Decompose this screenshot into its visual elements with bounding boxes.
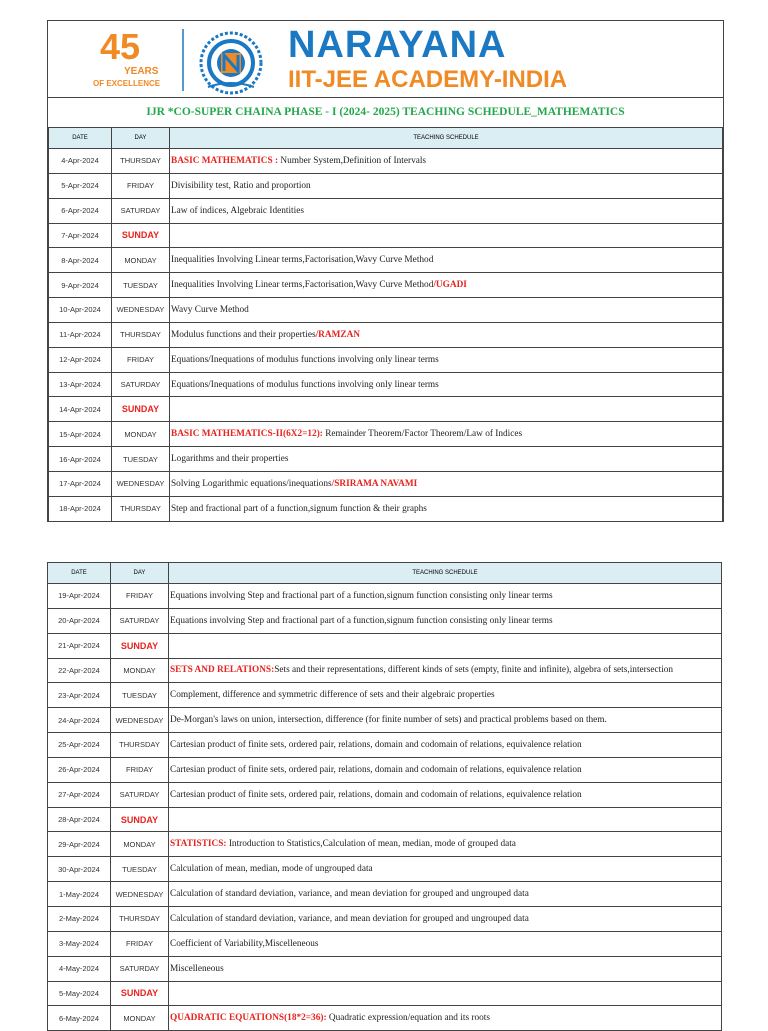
date-cell: 18-Apr-2024 <box>49 496 112 521</box>
day-cell: WEDNESDAY <box>112 298 170 323</box>
topic-text: Modulus functions and their properties <box>171 329 316 340</box>
schedule-cell <box>170 223 723 248</box>
schedule-cell <box>170 173 723 198</box>
topic-highlight: SETS AND RELATIONS: <box>170 665 275 676</box>
schedule-table <box>47 562 722 1031</box>
date-header: DATE <box>48 563 111 584</box>
topic-highlight: /SRIRAMA NAVAMI <box>331 478 418 489</box>
topic-text: Quadratic expression/equation and its roots <box>328 1013 490 1024</box>
topic-text: Miscelleneous <box>170 963 224 974</box>
topic-text: Cartesian product of finite sets, ordered pair, relations, domain and codomain of relations, equivalence relation <box>170 739 582 750</box>
date-cell: 2-May-2024 <box>48 906 111 931</box>
table-row <box>49 471 723 496</box>
schedule-cell <box>170 372 723 397</box>
schedule-cell <box>170 273 723 298</box>
topic-text: Divisibility test, Ratio and proportion <box>171 180 311 191</box>
schedule-cell <box>169 981 722 1006</box>
schedule-cell <box>169 931 722 956</box>
table-row <box>49 273 723 298</box>
topic-text: Remainder Theorem/Factor Theorem/Law of Indices <box>325 429 523 440</box>
date-cell: 21-Apr-2024 <box>48 633 111 658</box>
topic-text: Equations involving Step and fractional part of a function,signum function consisting only linear terms <box>170 590 553 601</box>
schedule-cell <box>170 447 723 472</box>
table-row <box>49 149 723 174</box>
topic-highlight: /RAMZAN <box>315 329 361 340</box>
table-row <box>49 347 723 372</box>
schedule-cell <box>170 422 723 447</box>
topic-text: Equations involving Step and fractional part of a function,signum function consisting only linear terms <box>170 615 553 626</box>
table-row <box>48 584 722 609</box>
table-row <box>48 981 722 1006</box>
schedule-table <box>48 128 723 522</box>
date-cell: 28-Apr-2024 <box>48 807 111 832</box>
table-row <box>49 322 723 347</box>
day-cell: MONDAY <box>111 832 169 857</box>
schedule-cell <box>169 832 722 857</box>
table-row <box>48 882 722 907</box>
schedule-header: TEACHING SCHEDULE <box>170 128 723 149</box>
topic-text: Calculation of mean, median, mode of ungrouped data <box>170 864 373 875</box>
schedule-cell <box>169 757 722 782</box>
date-cell: 22-Apr-2024 <box>48 658 111 683</box>
topic-text: Cartesian product of finite sets, ordered pair, relations, domain and codomain of relations, equivalence relation <box>170 764 582 775</box>
table-row <box>49 223 723 248</box>
table-row <box>48 906 722 931</box>
topic-text: Wavy Curve Method <box>171 304 249 315</box>
schedule-cell <box>170 248 723 273</box>
date-cell: 7-Apr-2024 <box>49 223 112 248</box>
logo-years-text: YEARS <box>124 66 159 77</box>
date-cell: 11-Apr-2024 <box>49 322 112 347</box>
schedule-cell <box>169 733 722 758</box>
page-title: IJR *CO-SUPER CHAINA PHASE - I (2024- 2025) TEACHING SCHEDULE_MATHEMATICS <box>48 98 723 128</box>
date-cell: 6-Apr-2024 <box>49 198 112 223</box>
date-cell: 5-May-2024 <box>48 981 111 1006</box>
logo-45-text: 45 <box>100 26 141 67</box>
date-cell: 4-May-2024 <box>48 956 111 981</box>
schedule-cell <box>169 658 722 683</box>
table-row <box>48 931 722 956</box>
date-cell: 29-Apr-2024 <box>48 832 111 857</box>
table-row <box>48 1006 722 1031</box>
date-cell: 20-Apr-2024 <box>48 608 111 633</box>
topic-highlight: BASIC MATHEMATICS : <box>171 155 281 166</box>
topic-text: Calculation of standard deviation, variance, and mean deviation for grouped and ungrouped data <box>170 889 529 900</box>
table-row <box>49 397 723 422</box>
date-cell: 13-Apr-2024 <box>49 372 112 397</box>
day-cell: WEDNESDAY <box>111 708 169 733</box>
topic-text: Law of indices, Algebraic Identities <box>171 205 304 216</box>
topic-text: Step and fractional part of a function,signum function & their graphs <box>171 503 427 514</box>
topic-text: Equations/Inequations of modulus functions involving only linear terms <box>171 379 439 390</box>
day-cell: MONDAY <box>111 658 169 683</box>
day-cell: MONDAY <box>112 248 170 273</box>
day-cell: THURSDAY <box>111 906 169 931</box>
day-cell: SUNDAY <box>112 397 170 422</box>
table-row <box>48 683 722 708</box>
topic-text: De-Morgan's laws on union, intersection, difference (for finite number of sets) and practical problems based on them. <box>170 715 607 726</box>
schedule-cell <box>169 1006 722 1031</box>
table-row <box>49 173 723 198</box>
topic-text: Logarithms and their properties <box>171 454 289 465</box>
date-cell: 26-Apr-2024 <box>48 757 111 782</box>
topic-text: Number System,Definition of Intervals <box>280 155 427 166</box>
schedule-cell <box>170 298 723 323</box>
schedule-cell <box>170 347 723 372</box>
day-cell: WEDNESDAY <box>111 882 169 907</box>
schedule-table-page-1 <box>47 20 724 522</box>
day-cell: SATURDAY <box>112 372 170 397</box>
schedule-cell <box>169 683 722 708</box>
day-cell: SUNDAY <box>111 807 169 832</box>
topic-text: Equations/Inequations of modulus functions involving only linear terms <box>171 354 439 365</box>
table-row <box>48 708 722 733</box>
schedule-cell <box>169 584 722 609</box>
logo-tagline-text: OF EXCELLENCE <box>93 79 161 88</box>
table-row <box>49 198 723 223</box>
day-header: DAY <box>112 128 170 149</box>
table-row <box>48 733 722 758</box>
topic-text: Sets and their representations, different kinds of sets (empty, finite and infinite), algebra of sets,intersection <box>274 665 674 676</box>
topic-text: Calculation of standard deviation, variance, and mean deviation for grouped and ungrouped data <box>170 913 529 924</box>
schedule-cell <box>169 807 722 832</box>
schedule-cell <box>169 608 722 633</box>
date-cell: 27-Apr-2024 <box>48 782 111 807</box>
topic-text: Cartesian product of finite sets, ordered pair, relations, domain and codomain of relations, equivalence relation <box>170 789 582 800</box>
date-header: DATE <box>49 128 112 149</box>
topic-highlight: QUADRATIC EQUATIONS(18*2=36): <box>170 1013 329 1024</box>
day-cell: SATURDAY <box>112 198 170 223</box>
table-row <box>48 782 722 807</box>
day-cell: SATURDAY <box>111 608 169 633</box>
table-row <box>49 248 723 273</box>
table-row <box>48 832 722 857</box>
date-cell: 5-Apr-2024 <box>49 173 112 198</box>
schedule-cell <box>170 397 723 422</box>
schedule-cell <box>169 857 722 882</box>
schedule-cell <box>169 782 722 807</box>
day-cell: THURSDAY <box>112 149 170 174</box>
day-cell: SUNDAY <box>111 981 169 1006</box>
date-cell: 3-May-2024 <box>48 931 111 956</box>
date-cell: 25-Apr-2024 <box>48 733 111 758</box>
date-cell: 10-Apr-2024 <box>49 298 112 323</box>
day-cell: FRIDAY <box>111 757 169 782</box>
day-cell: FRIDAY <box>112 347 170 372</box>
header-logo-area <box>48 21 723 98</box>
day-cell: THURSDAY <box>112 322 170 347</box>
schedule-cell <box>169 956 722 981</box>
day-cell: THURSDAY <box>111 733 169 758</box>
day-cell: WEDNESDAY <box>112 471 170 496</box>
day-header: DAY <box>111 563 169 584</box>
schedule-cell <box>169 633 722 658</box>
day-cell: FRIDAY <box>111 931 169 956</box>
date-cell: 23-Apr-2024 <box>48 683 111 708</box>
day-cell: MONDAY <box>112 422 170 447</box>
day-cell: MONDAY <box>111 1006 169 1031</box>
date-cell: 1-May-2024 <box>48 882 111 907</box>
schedule-cell <box>170 149 723 174</box>
date-cell: 24-Apr-2024 <box>48 708 111 733</box>
topic-text: Coefficient of Variability,Miscelleneous <box>170 938 319 949</box>
table-row <box>48 956 722 981</box>
table-row <box>48 857 722 882</box>
date-cell: 4-Apr-2024 <box>49 149 112 174</box>
date-cell: 8-Apr-2024 <box>49 248 112 273</box>
table-row <box>49 372 723 397</box>
topic-text: Complement, difference and symmetric difference of sets and their algebraic properties <box>170 690 495 701</box>
day-cell: TUESDAY <box>111 857 169 882</box>
day-cell: FRIDAY <box>111 584 169 609</box>
day-cell: SUNDAY <box>112 223 170 248</box>
table-row <box>48 658 722 683</box>
table-row <box>49 496 723 521</box>
table-row <box>48 807 722 832</box>
day-cell: SUNDAY <box>111 633 169 658</box>
date-cell: 12-Apr-2024 <box>49 347 112 372</box>
day-cell: FRIDAY <box>112 173 170 198</box>
date-cell: 17-Apr-2024 <box>49 471 112 496</box>
date-cell: 14-Apr-2024 <box>49 397 112 422</box>
day-cell: TUESDAY <box>111 683 169 708</box>
table-row <box>48 608 722 633</box>
topic-text: Introduction to Statistics,Calculation of mean, median, mode of grouped data <box>228 839 516 850</box>
date-cell: 9-Apr-2024 <box>49 273 112 298</box>
schedule-table-page-2 <box>47 562 722 1031</box>
topic-text: Solving Logarithmic equations/inequations <box>171 478 332 489</box>
topic-highlight: BASIC MATHEMATICS-II(6X2=12): <box>171 429 326 440</box>
date-cell: 19-Apr-2024 <box>48 584 111 609</box>
day-cell: TUESDAY <box>112 273 170 298</box>
table-row <box>48 757 722 782</box>
table-row <box>49 422 723 447</box>
brand-name: NARAYANA <box>288 24 507 66</box>
topic-text: Inequalities Involving Linear terms,Factorisation,Wavy Curve Method <box>171 255 434 266</box>
schedule-cell <box>169 882 722 907</box>
date-cell: 30-Apr-2024 <box>48 857 111 882</box>
day-cell: SATURDAY <box>111 956 169 981</box>
schedule-cell <box>169 906 722 931</box>
date-cell: 6-May-2024 <box>48 1006 111 1031</box>
table-row <box>49 298 723 323</box>
schedule-cell <box>170 322 723 347</box>
topic-highlight: /UGADI <box>433 280 467 291</box>
topic-text: Inequalities Involving Linear terms,Factorisation,Wavy Curve Method <box>171 280 434 291</box>
topic-highlight: STATISTICS: <box>170 839 229 850</box>
day-cell: THURSDAY <box>112 496 170 521</box>
date-cell: 16-Apr-2024 <box>49 447 112 472</box>
table-row <box>48 633 722 658</box>
date-cell: 15-Apr-2024 <box>49 422 112 447</box>
schedule-cell <box>170 496 723 521</box>
day-cell: TUESDAY <box>112 447 170 472</box>
table-row <box>49 447 723 472</box>
day-cell: SATURDAY <box>111 782 169 807</box>
brand-subtitle: IIT-JEE ACADEMY-INDIA <box>288 66 568 93</box>
schedule-cell <box>170 471 723 496</box>
schedule-cell <box>170 198 723 223</box>
schedule-cell <box>169 708 722 733</box>
schedule-header: TEACHING SCHEDULE <box>169 563 722 584</box>
